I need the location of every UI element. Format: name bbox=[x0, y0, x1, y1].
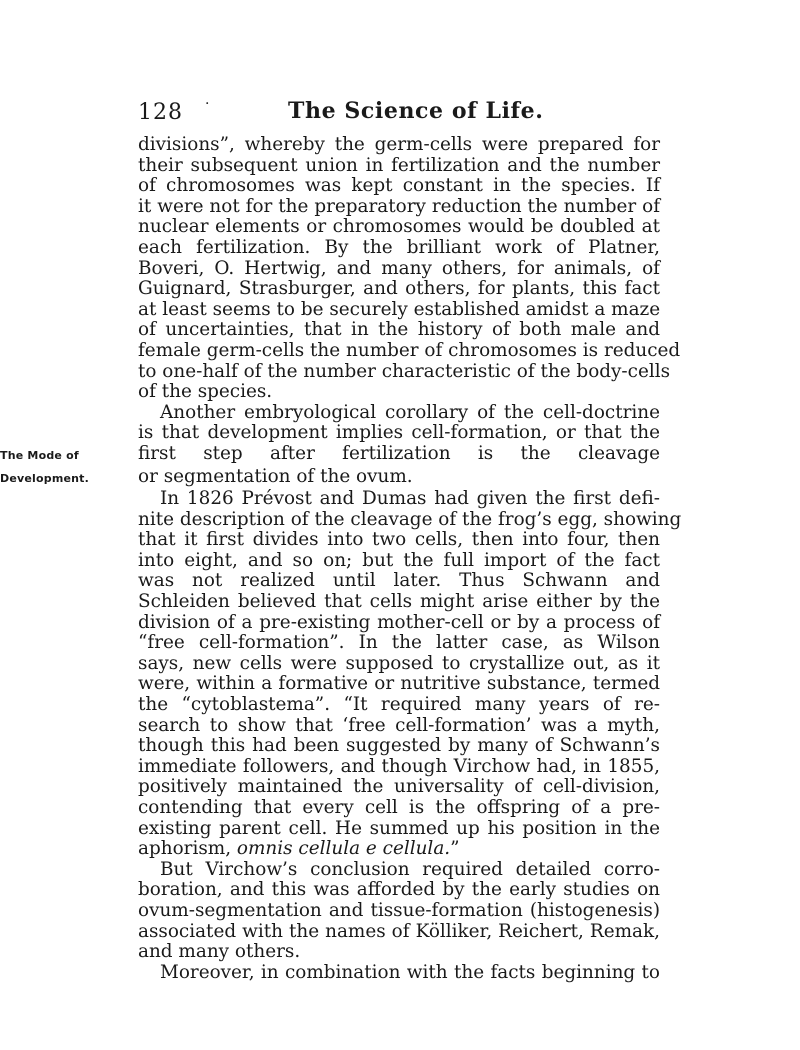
text-line: “free cell-formation”. In the latter case, as Wilson bbox=[138, 632, 660, 654]
text-line: their subsequent union in fertilization and the number bbox=[138, 154, 660, 176]
text-line: In 1826 Prévost and Dumas had given the first defi- bbox=[160, 488, 660, 510]
text-line: associated with the names of Kölliker, Reichert, Remak, bbox=[138, 920, 660, 942]
text-line: female germ-cells the number of chromosomes is reduced bbox=[138, 339, 681, 361]
text-line: though this had been suggested by many of Schwann’s bbox=[138, 735, 660, 757]
text-line: existing parent cell. He summed up his position in the bbox=[138, 817, 660, 839]
text-line: divisions”, whereby the germ-cells were prepared for bbox=[138, 134, 660, 155]
header-dot: · bbox=[205, 96, 210, 112]
text-line: division of a pre-existing mother-cell or by a process of bbox=[138, 611, 660, 633]
text-line: ovum-segmentation and tissue-formation (histogenesis) bbox=[138, 899, 660, 921]
text-line: into eight, and so on; but the full import of the fact bbox=[138, 549, 660, 571]
text-line: at least seems to be securely established amidst a maze bbox=[138, 298, 661, 320]
text-line: contending that every cell is the offspring of a pre- bbox=[138, 797, 660, 818]
text-line: first step after fertilization is the cleavage bbox=[138, 442, 660, 464]
page-number: 128 bbox=[138, 100, 183, 125]
text-line: and many others. bbox=[138, 941, 301, 963]
text-line: nuclear elements or chromosomes would be doubled at bbox=[138, 216, 660, 238]
text-line: Another embryological corollary of the cell-doctrine bbox=[160, 401, 660, 423]
marginal-note-top: The Mode of bbox=[0, 448, 79, 462]
text-line: were, within a formative or nutritive substance, termed bbox=[138, 673, 660, 695]
text-line: is that development implies cell-formation, or that the bbox=[138, 422, 660, 444]
text-line: to one-half of the number characteristic of the body-cells bbox=[138, 360, 671, 382]
body-text bbox=[0, 134, 682, 983]
text-line: nite description of the cleavage of the frog’s egg, showing bbox=[138, 508, 682, 530]
text-line: each fertilization. By the brilliant work of Platner, bbox=[138, 236, 660, 258]
text-line: boration, and this was afforded by the early studies on bbox=[138, 879, 660, 901]
text-line: of the species. bbox=[138, 381, 273, 403]
text-line: search to show that ‘free cell-formation’ was a myth, bbox=[138, 714, 660, 736]
marginal-note-line bbox=[0, 444, 660, 467]
text-line: Boveri, O. Hertwig, and many others, for animals, of bbox=[138, 257, 660, 279]
text-line: that it first divides into two cells, then into four, then bbox=[138, 529, 660, 551]
closing-quote: ” bbox=[450, 838, 460, 860]
text-line: Schleiden believed that cells might arise either by the bbox=[138, 591, 660, 613]
text-line: Moreover, in combination with the facts beginning to bbox=[160, 961, 660, 983]
text-line-quote-end bbox=[138, 839, 660, 860]
text-line: says, new cells were supposed to crystallize out, as it bbox=[138, 652, 660, 674]
text-line: it were not for the preparatory reduction the number of bbox=[138, 195, 660, 217]
text-line: immediate followers, and though Virchow had, in 1855, bbox=[138, 755, 660, 777]
text-line: of chromosomes was kept constant in the species. If bbox=[138, 175, 660, 197]
marginal-note-bottom: Development. bbox=[0, 471, 90, 485]
text-line: the “cytoblastema”. “It required many years of re- bbox=[138, 694, 660, 716]
text-line: of uncertainties, that in the history of both male and bbox=[138, 319, 660, 341]
text-fragment: aphorism, bbox=[138, 838, 237, 860]
running-head: The Science of Life. bbox=[288, 98, 544, 124]
text-line: positively maintained the universality of cell-division, bbox=[138, 776, 660, 798]
text-line: Guignard, Strasburger, and others, for plants, this fact bbox=[138, 278, 660, 300]
text-line: But Virchow’s conclusion required detailed corro- bbox=[160, 858, 660, 880]
marginal-note-line bbox=[0, 467, 660, 490]
text-line: was not realized until later. Thus Schwann and bbox=[138, 570, 660, 592]
text-line: or segmentation of the ovum. bbox=[138, 465, 413, 487]
latin-aphorism: omnis cellula e cellula. bbox=[236, 838, 451, 860]
